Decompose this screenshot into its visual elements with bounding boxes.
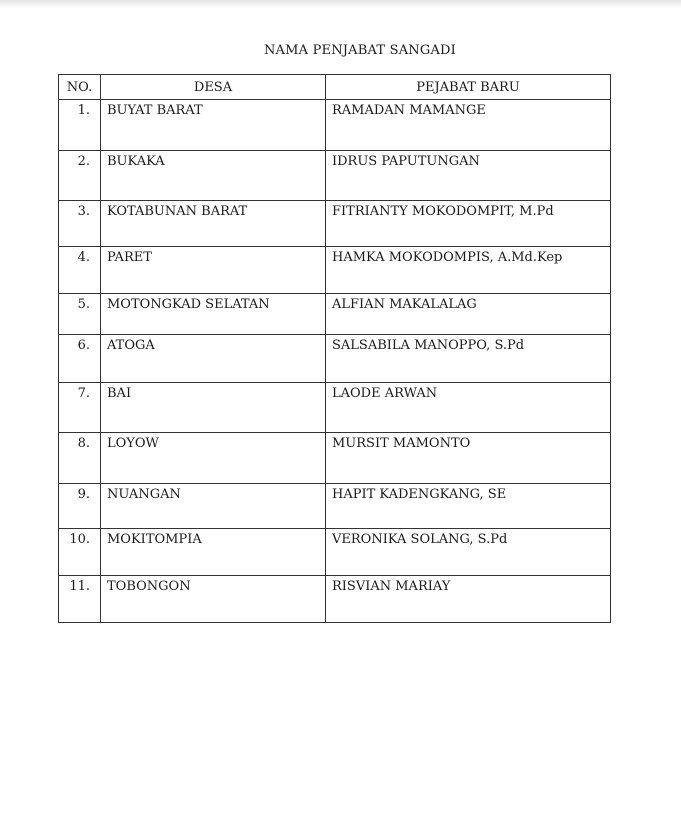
village-name: MOKITOMPIA <box>101 529 326 576</box>
row-number: 1. <box>59 100 101 151</box>
official-name: VERONIKA SOLANG, S.Pd <box>326 529 611 576</box>
table-row <box>59 433 611 484</box>
official-name: FITRIANTY MOKODOMPIT, M.Pd <box>326 201 611 247</box>
official-name: SALSABILA MANOPPO, S.Pd <box>326 335 611 383</box>
official-name: LAODE ARWAN <box>326 383 611 433</box>
row-number: 11. <box>59 576 101 623</box>
table-row <box>59 151 611 201</box>
official-name: HAMKA MOKODOMPIS, A.Md.Kep <box>326 247 611 294</box>
village-name: NUANGAN <box>101 484 326 529</box>
official-name: MURSIT MAMONTO <box>326 433 611 484</box>
village-name: BUKAKA <box>101 151 326 201</box>
row-number: 8. <box>59 433 101 484</box>
table-row <box>59 335 611 383</box>
table-row <box>59 576 611 623</box>
village-name: KOTABUNAN BARAT <box>101 201 326 247</box>
official-name: RISVIAN MARIAY <box>326 576 611 623</box>
page-top-edge <box>0 0 681 8</box>
table-row <box>59 100 611 151</box>
row-number: 5. <box>59 294 101 335</box>
village-name: LOYOW <box>101 433 326 484</box>
village-name: TOBONGON <box>101 576 326 623</box>
header-desa: DESA <box>101 75 326 100</box>
officials-table <box>58 74 611 623</box>
village-name: BUYAT BARAT <box>101 100 326 151</box>
table-header-row <box>59 75 611 100</box>
row-number: 10. <box>59 529 101 576</box>
row-number: 2. <box>59 151 101 201</box>
row-number: 9. <box>59 484 101 529</box>
village-name: PARET <box>101 247 326 294</box>
row-number: 3. <box>59 201 101 247</box>
document-title: NAMA PENJABAT SANGADI <box>263 43 457 58</box>
table-row <box>59 484 611 529</box>
official-name: HAPIT KADENGKANG, SE <box>326 484 611 529</box>
row-number: 7. <box>59 383 101 433</box>
header-no: NO. <box>59 75 101 100</box>
table-row <box>59 383 611 433</box>
row-number: 4. <box>59 247 101 294</box>
table-row <box>59 529 611 576</box>
table-row <box>59 247 611 294</box>
village-name: ATOGA <box>101 335 326 383</box>
official-name: ALFIAN MAKALALAG <box>326 294 611 335</box>
official-name: IDRUS PAPUTUNGAN <box>326 151 611 201</box>
official-name: RAMADAN MAMANGE <box>326 100 611 151</box>
header-pejabat-baru: PEJABAT BARU <box>326 75 611 100</box>
table-row <box>59 201 611 247</box>
village-name: BAI <box>101 383 326 433</box>
row-number: 6. <box>59 335 101 383</box>
table-row <box>59 294 611 335</box>
village-name: MOTONGKAD SELATAN <box>101 294 326 335</box>
